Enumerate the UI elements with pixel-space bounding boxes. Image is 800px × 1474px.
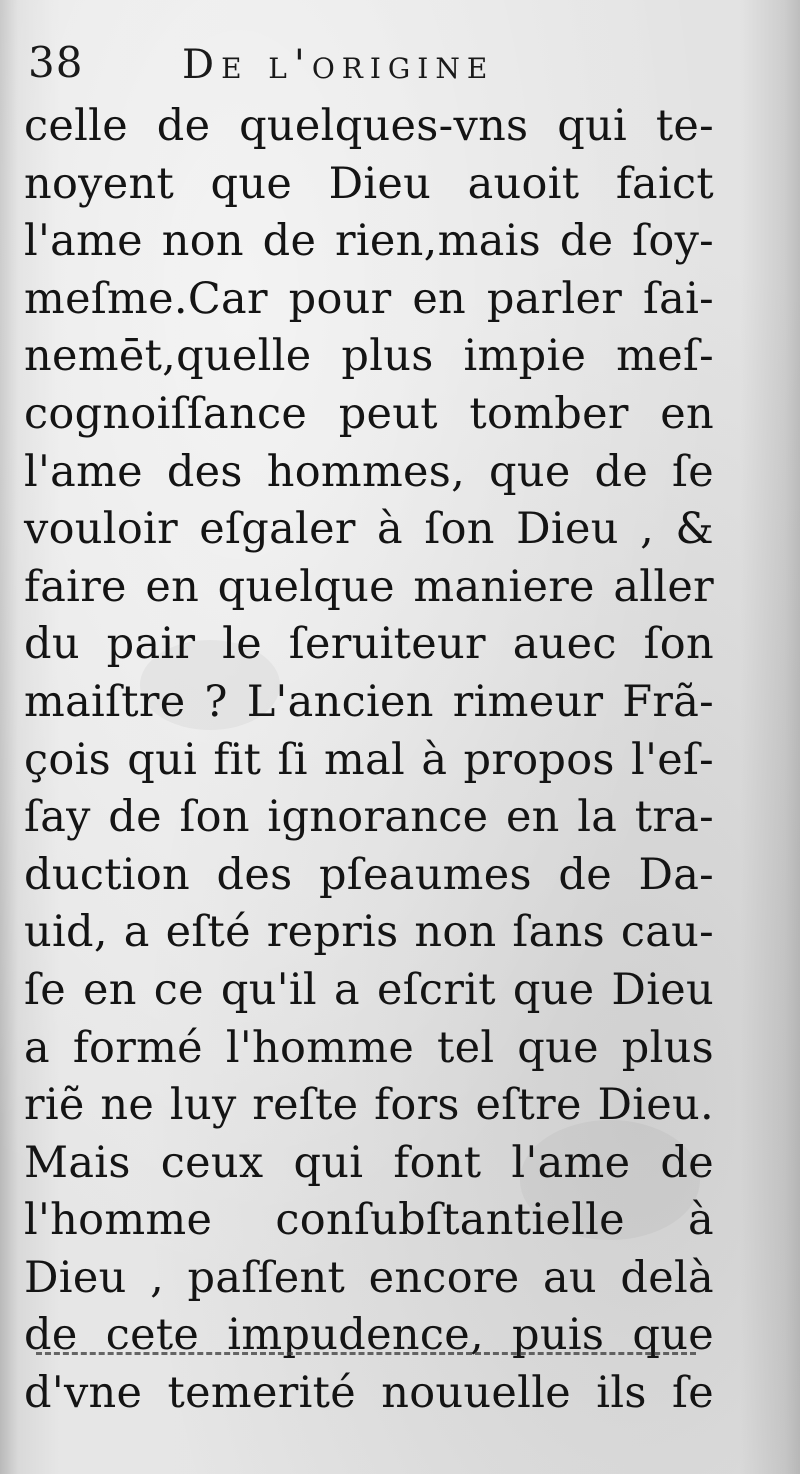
- page-number: 38: [28, 38, 84, 87]
- text-line: riẽ ne luy reſte fors eſtre Dieu.: [24, 1080, 714, 1131]
- text-line: maiſtre ? L'ancien rimeur Frã-: [24, 676, 714, 727]
- text-line: l'ame non de rien,mais de ſoy-: [24, 216, 714, 267]
- text-line: Dieu , paſſent encore au delà: [24, 1252, 714, 1303]
- text-line: du pair le ſeruiteur auec ſon: [24, 619, 714, 670]
- text-line: noyent que Dieu auoit faict: [24, 158, 714, 209]
- text-line: nemēt,quelle plus impie meſ-: [24, 331, 714, 382]
- body-text: [24, 98, 714, 1423]
- text-line: uid, a eſté repris non ſans cau-: [24, 907, 714, 958]
- text-line: l'ame des hommes, que de ſe: [24, 446, 714, 497]
- text-line: faire en quelque maniere aller: [24, 561, 714, 612]
- text-line: ſay de ſon ignorance en la tra-: [24, 792, 714, 843]
- text-line: celle de quelques-vns qui te-: [24, 101, 714, 151]
- text-line: ſe en ce qu'il a eſcrit que Dieu: [24, 964, 714, 1015]
- text-line: de cete impudence, puis que: [24, 1310, 714, 1361]
- text-line: duction des pſeaumes de Da-: [24, 849, 714, 900]
- text-line: Mais ceux qui font l'ame de: [24, 1137, 714, 1188]
- text-line: meſme.Car pour en parler ſai-: [24, 273, 714, 324]
- text-line: d'vne temerité nouuelle ils ſe: [24, 1368, 714, 1419]
- page-header: [22, 38, 712, 100]
- text-line: a formé l'homme tel que plus: [24, 1022, 714, 1073]
- text-line: vouloir eſgaler à ſon Dieu , &: [24, 504, 714, 555]
- text-line: l'homme conſubſtantielle à: [24, 1195, 714, 1246]
- text-line: cognoiſſance peut tomber en: [24, 388, 714, 439]
- running-head: De l'origine: [182, 42, 495, 88]
- text-line: çois qui fit ſi mal à propos l'eſ-: [24, 734, 714, 785]
- dashed-rule: [36, 1352, 696, 1355]
